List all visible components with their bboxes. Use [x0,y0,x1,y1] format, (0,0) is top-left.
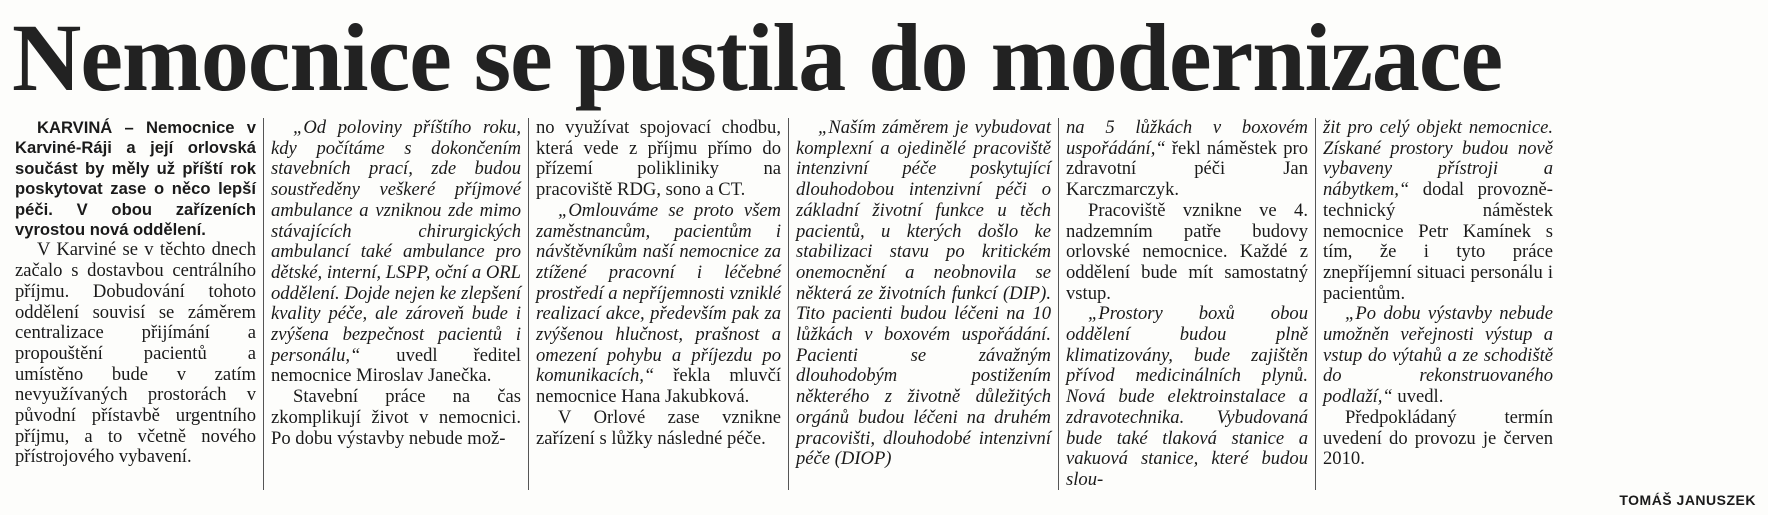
paragraph [1066,118,1308,201]
attribution: uvedl ředitel nemocnice Miroslav Janečka. [271,344,521,387]
lead-paragraph: KARVINÁ – Nemocnice v Karviné-Ráji a její orlovská součást by měly už příští rok poskytovat zase o něco lepší péči. V obou zařízeních vyrostou nová oddělení. [15,118,256,240]
quote: „Od poloviny příštího roku, kdy počítáme s dokončením stavebních prací, zde budou soustředěny veškeré příjmové ambulance a vzniknou zde mimo stávajících chirurgických ambulancí také ambulance pro dětské, interní, LSPP, oční a ORL oddělení. Dojde nejen ke zlepšení kvality péče, ale zároveň bude i zvýšena bezpečnost pacientů i personálu,“ [271,118,521,366]
quote: „Naším záměrem je vybudovat komplexní a ojedinělé pracoviště intenzivní péče poskytující dlouhodobou intenzivní péči o základní životní funkce u těch pacientů, u kterých došlo ke stabilizaci stavu po kritickém onemocnění a neobnovila se některá ze životních funkcí (DIP). Tito pacienti budou léčeni na 10 lůžkách v boxovém uspořádání. Pacienti se závažným dlouhodobým postižením některého z životně důležitých orgánů budou léčeni na druhém pracovišti, dlouhodobé intenzivní péče (DIOP) [796,118,1051,470]
paragraph: V Orlové zase vznikne zařízení s lůžky následné péče. [536,406,781,449]
column-4 [789,118,1059,490]
attribution: dodal provozně-technický náměstek nemocnice Petr Kamínek s tím, že i tyto práce znepříjemní situaci personálu i pacientům. [1323,179,1553,304]
attribution: řekla mluvčí nemocnice Hana Jakubková. [536,365,781,408]
paragraph: Stavební práce na čas zkomplikují život v nemocnici. Po dobu výstavby nebude mož- [271,386,521,449]
paragraph [1066,304,1308,490]
quote: na 5 lůžkách v boxovém uspořádání,“ [1066,118,1308,159]
article-columns [8,118,1760,490]
paragraph [1323,118,1553,304]
paragraph: Předpokládaný termín uvedení do provozu je červen 2010. [1323,406,1553,470]
paragraph [536,201,781,408]
quote: žit pro celý objekt nemocnice. Získané prostory budou nově vybaveny přístroji a nábytkem,“ [1323,118,1553,201]
paragraph: Pracoviště vznikne ve 4. nadzemním patře budovy orlovské nemocnice. Každé z oddělení bude mít samostatný vstup. [1066,199,1308,304]
column-5 [1059,118,1316,490]
paragraph [271,118,521,387]
attribution: uvedl. [1392,386,1444,408]
quote: „Prostory boxů obou oddělení budou plně klimatizovány, bude zajištěn přívod medicinálních plynů. Nová bude elektroinstalace a zdravotechnika. Vybudovaná bude také tlaková stanice a vakuová stanice, které budou slou- [1066,303,1308,490]
quote: „Omlouváme se proto všem zaměstnancům, pacientům i návštěvníkům naší nemocnice za ztížené pracovní i léčebné prostředí a nepříjemnosti vzniklé realizací akce, především pak za zvýšenou hlučnost, prašnost a omezení pohybu a příjezdu po komunikacích,“ [536,199,781,387]
paragraph [796,118,1051,470]
paragraph [1323,304,1553,408]
paragraph: no využívat spojovací chodbu, která vede z příjmu přímo do přízemí polikliniky na pracoviště RDG, sono a CT. [536,118,781,201]
column-2 [264,118,529,490]
paragraph: V Karviné se v těchto dnech začalo s dostavbou centrálního příjmu. Dobudování tohoto oddělení souvisí se záměrem centralizace přijímání a propouštění pacientů a umístěno bude v zatím nevyužívaných prostorách v původní přístavbě urgentního příjmu, a to včetně nového přístrojového vybavení. [15,239,256,468]
column-1 [8,118,264,490]
column-3 [529,118,789,490]
attribution: řekl náměstek pro zdravotní péči Jan Karczmarczyk. [1066,137,1308,201]
quote: „Po dobu výstavby nebude umožněn veřejnosti výstup a vstup do výtahů a ze schodiště do rekonstruovaného podlaží,“ [1323,303,1553,408]
column-6 [1316,118,1560,490]
author-byline: TOMÁŠ JANUSZEK [1619,492,1756,508]
headline: Nemocnice se pustila do modernizace [12,4,1503,111]
